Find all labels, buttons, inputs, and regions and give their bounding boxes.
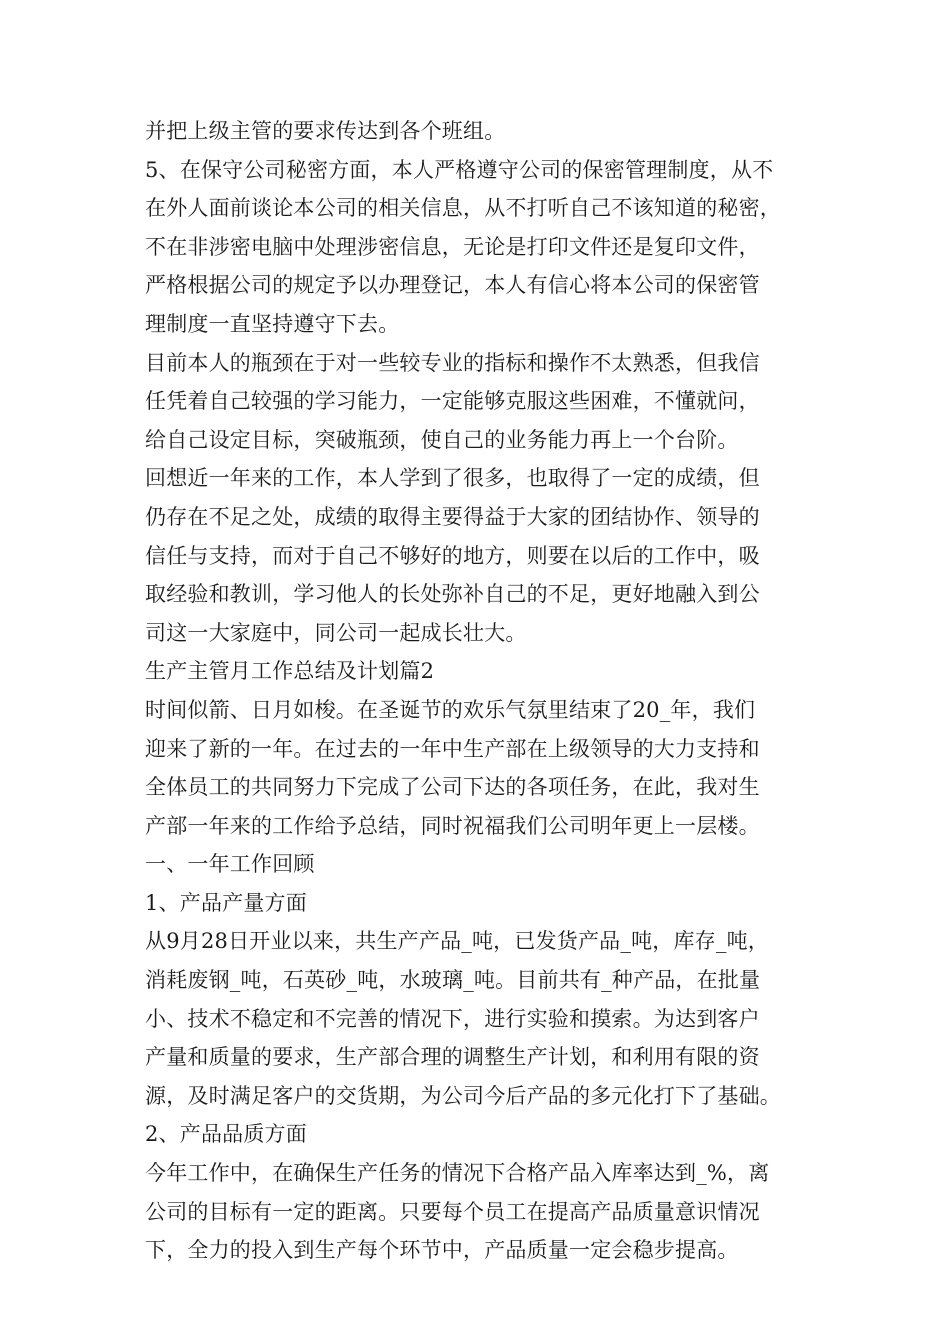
subsection-heading: 1、产品产量方面	[145, 890, 307, 915]
text-line: 理制度一直坚持遵守下去。	[145, 311, 400, 336]
text-line: 全体员工的共同努力下完成了公司下达的各项任务，在此，我对生	[145, 775, 760, 800]
section-heading: 生产主管月工作总结及计划篇2	[145, 659, 435, 684]
text-line: 公司的目标有一定的距离。只要每个员工在提高产品质量意识情况	[145, 1199, 760, 1224]
text-line: 目前本人的瓶颈在于对一些较专业的指标和操作不太熟悉，但我信	[145, 350, 760, 375]
text-line: 任凭着自己较强的学习能力，一定能够克服这些困难，不懂就问，	[145, 389, 760, 414]
text-line: 司这一大家庭中，同公司一起成长壮大。	[145, 620, 527, 645]
subsection-heading: 2、产品品质方面	[145, 1122, 307, 1147]
text-line: 迎来了新的一年。在过去的一年中生产部在上级领导的大力支持和	[145, 736, 760, 761]
text-line: 在外人面前谈论本公司的相关信息，从不打听自己不该知道的秘密，	[145, 196, 781, 221]
text-line: 消耗废钢_吨，石英砂_吨，水玻璃_吨。目前共有_种产品，在批量	[145, 968, 761, 993]
text-line: 仍存在不足之处，成绩的取得主要得益于大家的团结协作、领导的	[145, 504, 760, 529]
text-line: 时间似箭、日月如梭。在圣诞节的欢乐气氛里结束了20_年，我们	[145, 697, 756, 722]
text-line: 并把上级主管的要求传达到各个班组。	[145, 119, 506, 143]
text-line: 今年工作中，在确保生产任务的情况下合格产品入库率达到_%，离	[145, 1161, 770, 1186]
text-line: 源，及时满足客户的交货期，为公司今后产品的多元化打下了基础。	[145, 1083, 781, 1108]
text-line: 不在非涉密电脑中处理涉密信息，无论是打印文件还是复印文件，	[145, 234, 760, 259]
text-line: 取经验和教训，学习他人的长处弥补自己的不足，更好地融入到公	[145, 582, 760, 607]
text-line: 严格根据公司的规定予以办理登记，本人有信心将本公司的保密管	[145, 273, 760, 298]
subsection-heading: 一、一年工作回顾	[145, 852, 315, 877]
text-line: 从9月28日开业以来，共生产产品_吨，已发货产品_吨，库存_吨，	[145, 929, 769, 954]
text-line: 给自己设定目标，突破瓶颈，使自己的业务能力再上一个台阶。	[145, 427, 739, 452]
text-line: 小、技术不稳定和不完善的情况下，进行实验和摸索。为达到客户	[145, 1006, 760, 1031]
text-line: 下，全力的投入到生产每个环节中，产品质量一定会稳步提高。	[145, 1238, 739, 1263]
text-line: 5、在保守公司秘密方面，本人严格遵守公司的保密管理制度，从不	[145, 157, 774, 182]
text-line: 产部一年来的工作给予总结，同时祝福我们公司明年更上一层楼。	[145, 813, 760, 838]
document-body	[145, 112, 820, 1270]
text-line: 产量和质量的要求，生产部合理的调整生产计划，和利用有限的资	[145, 1045, 760, 1070]
text-line: 回想近一年来的工作，本人学到了很多，也取得了一定的成绩，但	[145, 466, 760, 491]
text-line: 信任与支持，而对于自己不够好的地方，则要在以后的工作中，吸	[145, 543, 760, 568]
